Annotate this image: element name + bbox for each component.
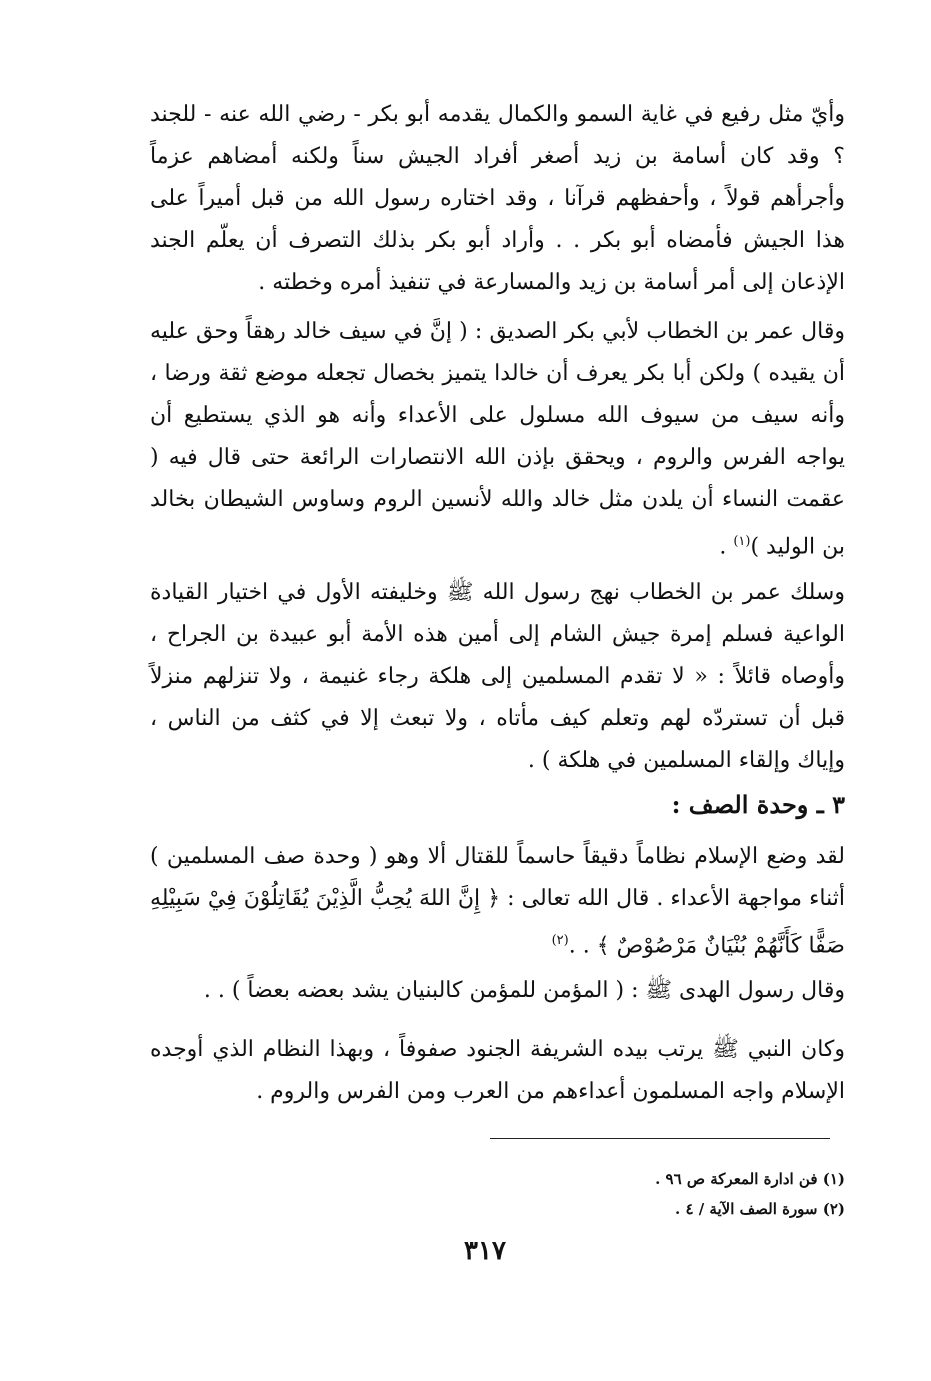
page-number: ٣١٧: [464, 1236, 506, 1266]
paragraph-text: وأيّ مثل رفيع في غاية السمو والكمال يقدمه أبو بكر - رضي الله عنه - للجند ؟ وقد كان أسامة بن زيد أصغر أفراد الجيش سناً ولكنه أمضاهم عزماً وأجرأهم قولاً ، وأحفظهم قرآنا ، وقد اختاره رسول الله من قبل أميراً على هذا الجيش فأمضاه أبو بكر . . وأراد أبو بكر بذلك التصرف أن يعلّم الجند الإذعان إلى أمر أسامة بن زيد والمسارعة في تنفيذ أمره وخطته .: [150, 102, 845, 295]
paragraph-abu-bakr-example: [150, 94, 845, 304]
footnote-2: (٢) سورة الصف الآية / ٤ .: [674, 1200, 845, 1218]
section-heading: ٣ ـ وحدة الصف :: [671, 790, 845, 819]
paragraph-unity-of-ranks: [150, 836, 845, 967]
paragraph-tail: .: [719, 534, 734, 560]
footnotes: [500, 1164, 845, 1224]
footnote-ref-2: (٢): [551, 933, 569, 948]
paragraph-text: وكان النبي ﷺ يرتب بيده الشريفة الجنود صفوفاً ، وبهذا النظام الذي أوجده الإسلام واجه المسلمون أعداءهم من العرب ومن الفرس والروم .: [150, 1037, 845, 1104]
paragraph-umar-leadership: [150, 572, 845, 782]
footnote-1: (١) فن ادارة المعركة ص ٩٦ .: [655, 1170, 845, 1188]
paragraph-umar-khalid: [150, 311, 845, 568]
paragraph-text: وقال عمر بن الخطاب لأبي بكر الصديق : ( إنَّ في سيف خالد رهقاً وحق عليه أن يقيده ) ولكن أبا بكر يعرف أن خالدا يتميز بخصال تجعله موضع ثقة ورضا ، وأنه سيف من سيوف الله مسلول على الأعداء وأنه هو الذي يستطيع أن يواجه الفرس والروم ، ويحقق بإذن الله الانتصارات الرائعة حتى قال فيه ( عقمت النساء أن يلدن مثل خالد والله لأنسين الروم وساوس الشيطان بخالد بن الوليد ): [150, 319, 845, 560]
paragraph-prophet-ranks: [150, 1029, 845, 1113]
footnote-divider: [490, 1138, 830, 1139]
paragraph-text: وقال رسول الهدى ﷺ : ( المؤمن للمؤمن كالبنيان يشد بعضه بعضاً ) . .: [203, 978, 845, 1003]
paragraph-hadith: [150, 970, 845, 1012]
paragraph-text: لقد وضع الإسلام نظاماً دقيقاً حاسماً للقتال ألا وهو ( وحدة صف المسلمين ) أثناء مواجهة الأعداء . قال الله تعالى : ﴿ إِنَّ اللهَ يُحِبُّ الَّذِيْنَ يُقَاتِلُوْنَ فِيْ سَبِيْلِهِ صَفًّا كَأَنَّهُمْ بُنْيَانٌ مَرْصُوْصٌ ﴾ . .: [150, 844, 845, 959]
footnote-ref-1: (١): [733, 534, 751, 549]
paragraph-text: وسلك عمر بن الخطاب نهج رسول الله ﷺ وخليفته الأول في اختيار القيادة الواعية فسلم إمرة جيش الشام إلى أمين هذه الأمة أبو عبيدة بن الجراح ، وأوصاه قائلاً : « لا تقدم المسلمين إلى هلكة رجاء غنيمة ، ولا تنزلهم منزلاً قبل أن تستردّه لهم وتعلم كيف مأتاه ، ولا تبعث إلا في كثف من الناس ، وإياك وإلقاء المسلمين في هلكة ) .: [150, 580, 845, 773]
